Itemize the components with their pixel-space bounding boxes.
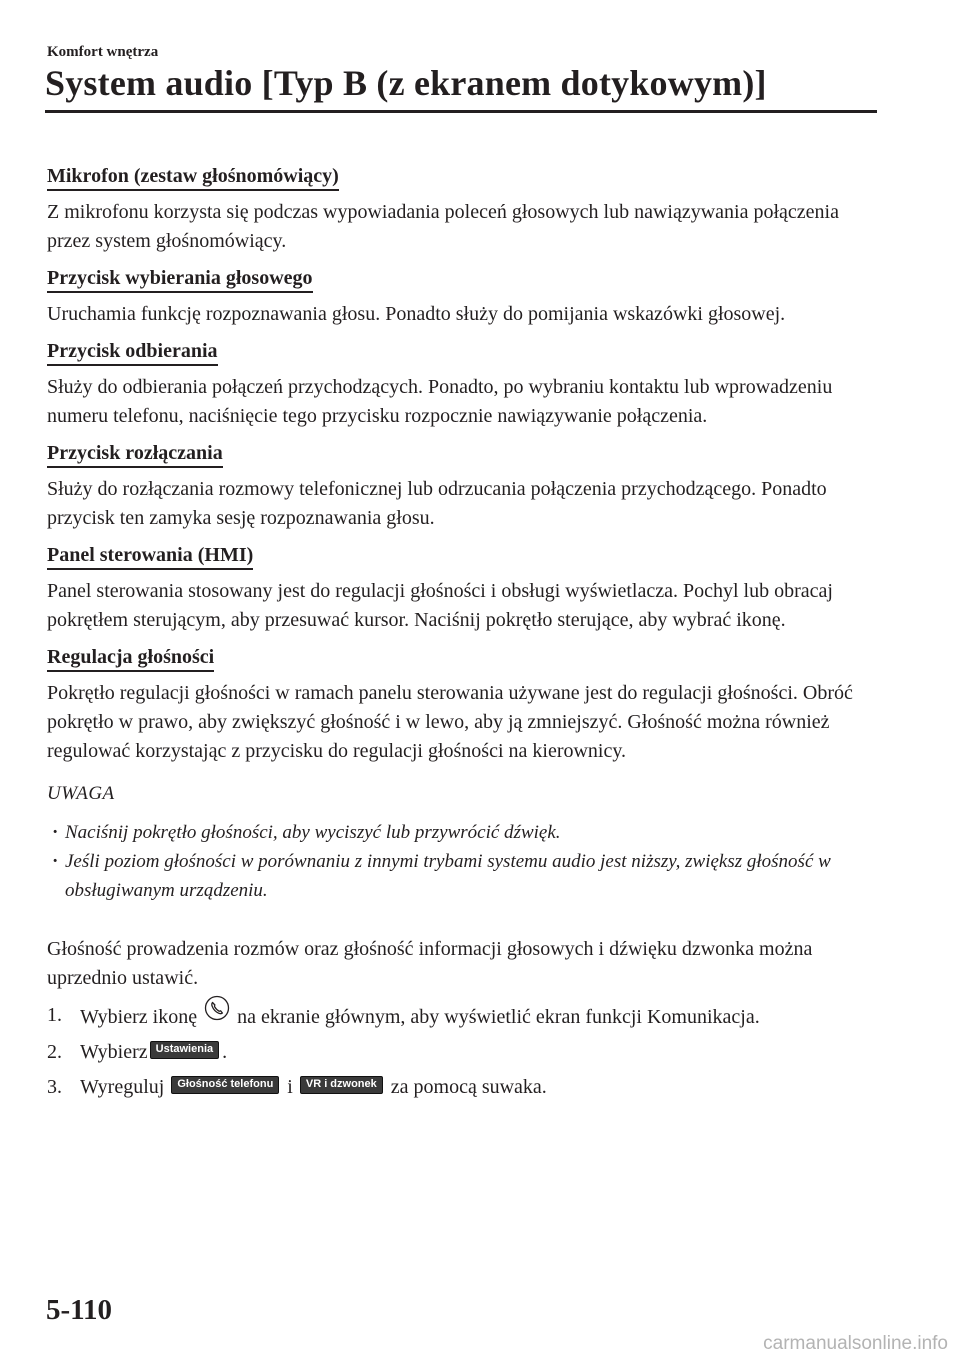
step-text: za pomocą suwaka. — [390, 1076, 547, 1098]
watermark: carmanualsonline.info — [763, 1333, 948, 1354]
header-rule — [45, 110, 877, 113]
section-heading: Panel sterowania (HMI) — [47, 543, 253, 570]
step-text: na ekranie głównym, aby wyświetlić ekran funkcji Komunikacja. — [237, 1006, 760, 1028]
note-label: UWAGA — [47, 783, 115, 804]
section-body: Pokrętło regulacji głośności w ramach panelu sterowania używane jest do regulacji głośności. Obróć pokrętło w prawo, aby zwiększyć głośność i w lewo, aby ją zmniejszyć. Głośność można również regulować korzystając z przycisku do regulacji głośności na kierownicy. — [47, 682, 853, 762]
step-item — [47, 1073, 882, 1102]
phone-icon — [204, 995, 230, 1021]
after-note-text: Głośność prowadzenia rozmów oraz głośność informacji głosowych i dźwięku dzwonka można uprzednio ustawić. — [47, 938, 813, 989]
step-text: Wybierz — [80, 1041, 148, 1063]
step-text: Wybierz ikonę — [80, 1006, 198, 1028]
section-microphone — [47, 162, 882, 256]
step-item — [47, 1038, 882, 1067]
section-heading: Regulacja głośności — [47, 645, 214, 672]
step-text: . — [222, 1041, 228, 1063]
section-answer-button — [47, 337, 882, 431]
step-number: 2. — [47, 1041, 62, 1063]
page-title: System audio [Typ B (z ekranem dotykowym)] — [45, 63, 767, 103]
note-list — [47, 818, 882, 905]
note-item: · Jeśli poziom głośności w porównaniu z innymi trybami systemu audio jest niższy, zwiększ głośność w obsługiwanym urządzeniu. — [47, 847, 882, 905]
section-heading: Mikrofon (zestaw głośnomówiący) — [47, 164, 339, 191]
phone-volume-button[interactable]: Głośność telefonu — [171, 1076, 279, 1094]
section-volume — [47, 643, 882, 766]
section-body: Panel sterowania stosowany jest do regulacji głośności i obsługi wyświetlacza. Pochyl lub obracaj pokrętłem sterującym, aby przesuwać kursor. Naciśnij pokrętło sterujące, aby wybrać ikonę. — [47, 580, 833, 631]
step-text: i — [287, 1076, 293, 1098]
header-section-label: Komfort wnętrza — [47, 44, 159, 60]
section-body: Uruchamia funkcję rozpoznawania głosu. Ponadto służy do pomijania wskazówki głosowej. — [47, 303, 786, 325]
section-heading: Przycisk rozłączania — [47, 441, 223, 468]
section-hangup-button — [47, 439, 882, 533]
note-item: · Naciśnij pokrętło głośności, aby wyciszyć lub przywrócić dźwięk. — [47, 818, 882, 847]
vr-ringtone-button[interactable]: VR i dzwonek — [300, 1076, 383, 1094]
step-number: 1. — [47, 1004, 62, 1026]
section-voice-button — [47, 264, 882, 329]
step-text: Wyreguluj — [80, 1076, 165, 1098]
section-control-panel — [47, 541, 882, 635]
content — [47, 162, 882, 1108]
section-body: Z mikrofonu korzysta się podczas wypowiadania poleceń głosowych lub nawiązywania połączenia przez system głośnomówiący. — [47, 201, 839, 252]
section-heading: Przycisk odbierania — [47, 339, 218, 366]
steps-list — [47, 999, 882, 1102]
step-number: 3. — [47, 1076, 62, 1098]
step-item — [47, 999, 882, 1032]
section-body: Służy do rozłączania rozmowy telefonicznej lub odrzucania połączenia przychodzącego. Ponadto przycisk ten zamyka sesję rozpoznawania głosu. — [47, 478, 827, 529]
section-heading: Przycisk wybierania głosowego — [47, 266, 313, 293]
page-number: 5-110 — [46, 1294, 113, 1326]
section-body: Służy do odbierania połączeń przychodzących. Ponadto, po wybraniu kontaktu lub wprowadzeniu numeru telefonu, naciśnięcie tego przycisku rozpocznie nawiązywanie połączenia. — [47, 376, 833, 427]
settings-button[interactable]: Ustawienia — [150, 1041, 219, 1059]
